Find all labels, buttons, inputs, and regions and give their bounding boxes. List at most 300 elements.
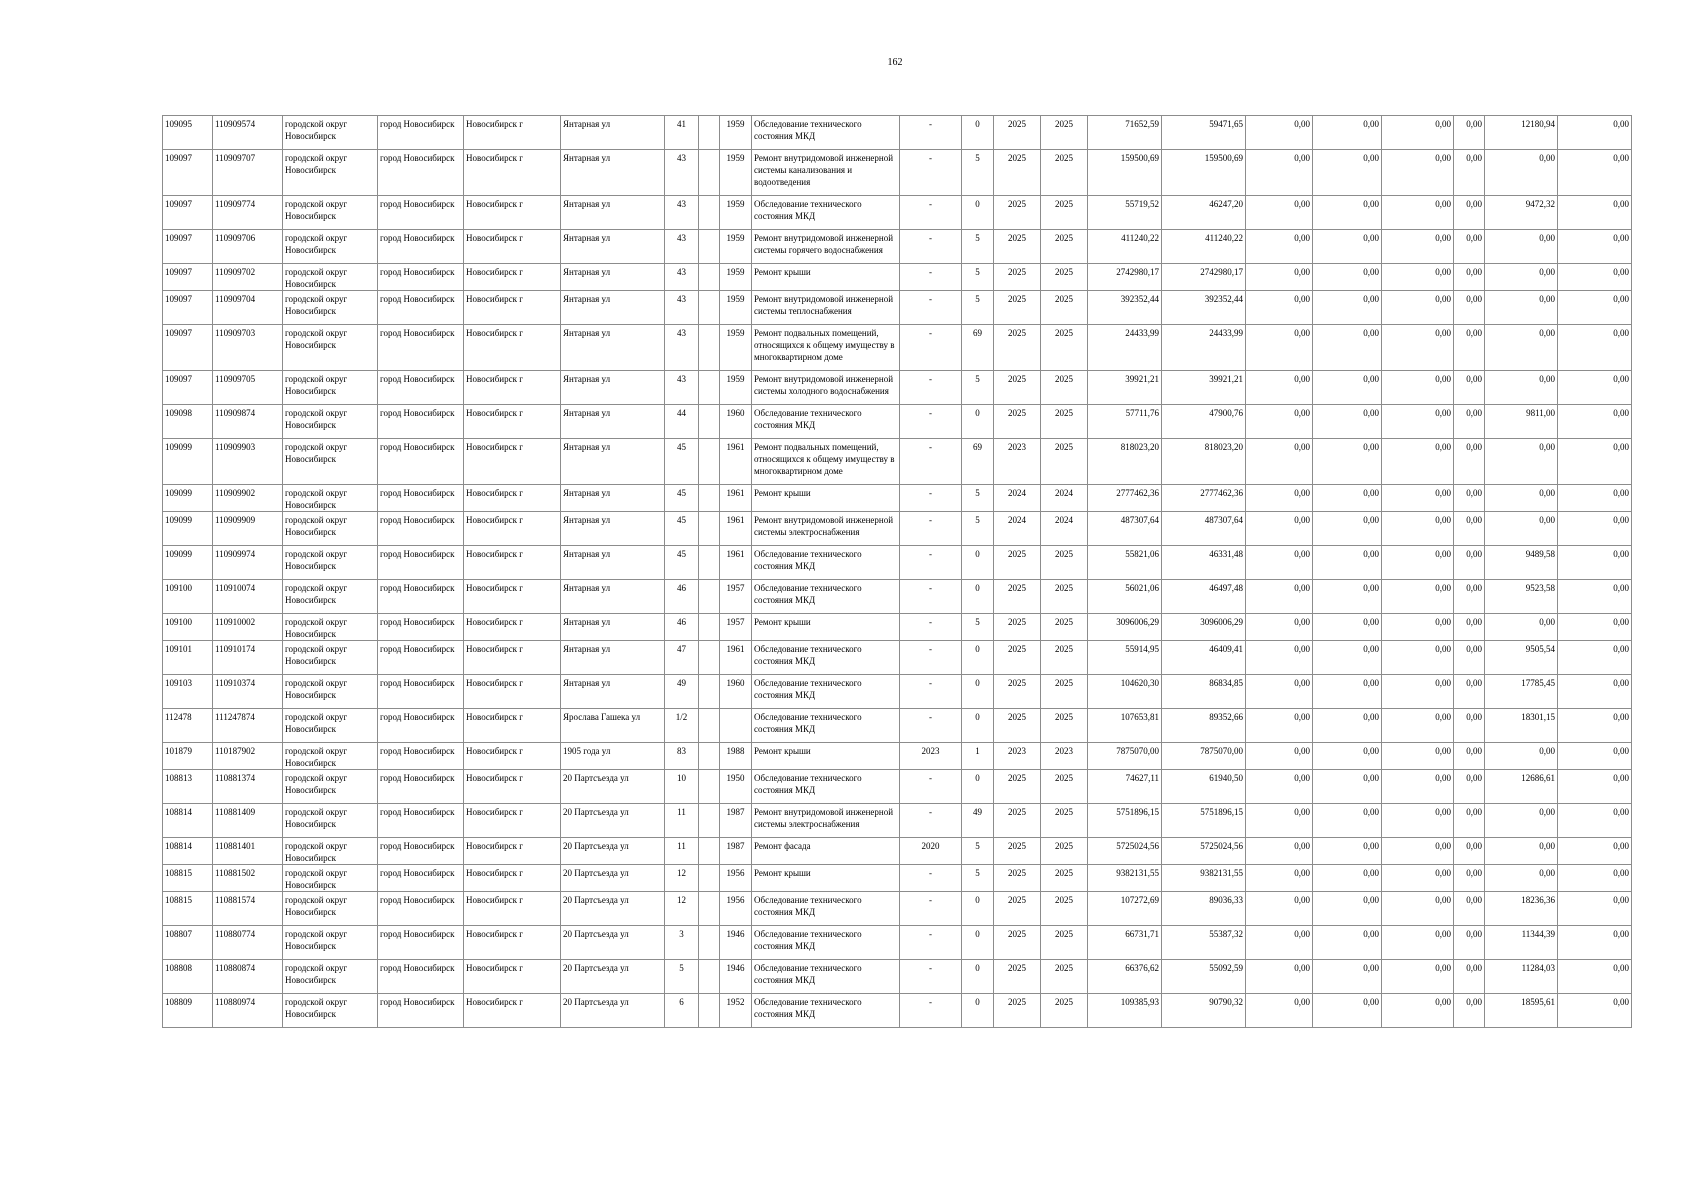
owner-funds-cell: 9523,58 [1485, 580, 1558, 614]
district-cell: городской округ Новосибирск [283, 325, 378, 371]
work-code-cell: 110909704 [213, 291, 283, 325]
previous-repair-cell: - [900, 264, 962, 291]
other-funds-cell: 0,00 [1558, 405, 1632, 439]
house-cell: 11 [665, 838, 699, 865]
fund-cost-cell: 89352,66 [1162, 709, 1246, 743]
year-built-cell: 1987 [720, 804, 752, 838]
previous-repair-cell: - [900, 116, 962, 150]
previous-repair-cell: - [900, 485, 962, 512]
building-cell [699, 485, 720, 512]
settlement-cell: Новосибирск г [464, 994, 561, 1028]
total-cost-cell: 104620,30 [1088, 675, 1162, 709]
work-code-cell: 110910074 [213, 580, 283, 614]
budget-cell-4: 0,00 [1454, 371, 1485, 405]
building-cell [699, 926, 720, 960]
budget-cell-3: 0,00 [1382, 709, 1454, 743]
district-cell: городской округ Новосибирск [283, 580, 378, 614]
plan-start-cell: 2024 [994, 512, 1041, 546]
settlement-cell: Новосибирск г [464, 770, 561, 804]
service-life-cell: 5 [962, 485, 994, 512]
owner-funds-cell: 17785,45 [1485, 675, 1558, 709]
budget-cell-1: 0,00 [1246, 439, 1313, 485]
table-row [163, 291, 1632, 325]
house-cell: 43 [665, 264, 699, 291]
year-built-cell: 1987 [720, 838, 752, 865]
year-built-cell: 1961 [720, 439, 752, 485]
owner-funds-cell: 9489,58 [1485, 546, 1558, 580]
fund-cost-cell: 2777462,36 [1162, 485, 1246, 512]
object-id-cell: 108813 [163, 770, 213, 804]
other-funds-cell: 0,00 [1558, 580, 1632, 614]
year-built-cell: 1961 [720, 512, 752, 546]
plan-end-cell: 2025 [1041, 865, 1088, 892]
fund-cost-cell: 59471,65 [1162, 116, 1246, 150]
budget-cell-3: 0,00 [1382, 804, 1454, 838]
city-cell: город Новосибирск [378, 641, 464, 675]
budget-cell-4: 0,00 [1454, 865, 1485, 892]
table-row [163, 614, 1632, 641]
plan-end-cell: 2025 [1041, 641, 1088, 675]
settlement-cell: Новосибирск г [464, 804, 561, 838]
previous-repair-cell: - [900, 865, 962, 892]
building-cell [699, 291, 720, 325]
street-cell: Янтарная ул [561, 485, 665, 512]
budget-cell-2: 0,00 [1313, 994, 1382, 1028]
object-id-cell: 109101 [163, 641, 213, 675]
budget-cell-2: 0,00 [1313, 325, 1382, 371]
table-row [163, 264, 1632, 291]
building-cell [699, 116, 720, 150]
table-row [163, 580, 1632, 614]
budget-cell-3: 0,00 [1382, 994, 1454, 1028]
owner-funds-cell: 0,00 [1485, 743, 1558, 770]
fund-cost-cell: 46409,41 [1162, 641, 1246, 675]
plan-end-cell: 2025 [1041, 838, 1088, 865]
district-cell: городской округ Новосибирск [283, 485, 378, 512]
other-funds-cell: 0,00 [1558, 150, 1632, 196]
previous-repair-cell: - [900, 675, 962, 709]
street-cell: Янтарная ул [561, 512, 665, 546]
other-funds-cell: 0,00 [1558, 804, 1632, 838]
budget-cell-2: 0,00 [1313, 743, 1382, 770]
city-cell: город Новосибирск [378, 371, 464, 405]
settlement-cell: Новосибирск г [464, 641, 561, 675]
service-life-cell: 5 [962, 512, 994, 546]
street-cell: Янтарная ул [561, 546, 665, 580]
table-row [163, 546, 1632, 580]
budget-cell-3: 0,00 [1382, 196, 1454, 230]
object-id-cell: 109100 [163, 580, 213, 614]
other-funds-cell: 0,00 [1558, 675, 1632, 709]
work-type-cell: Ремонт внутридомовой инженерной системы горячего водоснабжения [752, 230, 900, 264]
work-code-cell: 110909707 [213, 150, 283, 196]
city-cell: город Новосибирск [378, 485, 464, 512]
total-cost-cell: 66376,62 [1088, 960, 1162, 994]
street-cell: Янтарная ул [561, 371, 665, 405]
other-funds-cell: 0,00 [1558, 485, 1632, 512]
city-cell: город Новосибирск [378, 291, 464, 325]
city-cell: город Новосибирск [378, 614, 464, 641]
owner-funds-cell: 0,00 [1485, 485, 1558, 512]
budget-cell-2: 0,00 [1313, 892, 1382, 926]
district-cell: городской округ Новосибирск [283, 865, 378, 892]
city-cell: город Новосибирск [378, 116, 464, 150]
building-cell [699, 614, 720, 641]
budget-cell-4: 0,00 [1454, 838, 1485, 865]
city-cell: город Новосибирск [378, 546, 464, 580]
plan-start-cell: 2025 [994, 230, 1041, 264]
building-cell [699, 325, 720, 371]
total-cost-cell: 818023,20 [1088, 439, 1162, 485]
table-row [163, 865, 1632, 892]
object-id-cell: 108807 [163, 926, 213, 960]
budget-cell-1: 0,00 [1246, 291, 1313, 325]
budget-cell-3: 0,00 [1382, 150, 1454, 196]
plan-end-cell: 2024 [1041, 512, 1088, 546]
total-cost-cell: 57711,76 [1088, 405, 1162, 439]
owner-funds-cell: 18236,36 [1485, 892, 1558, 926]
house-cell: 83 [665, 743, 699, 770]
plan-end-cell: 2025 [1041, 580, 1088, 614]
plan-start-cell: 2025 [994, 196, 1041, 230]
budget-cell-4: 0,00 [1454, 291, 1485, 325]
house-cell: 3 [665, 926, 699, 960]
budget-cell-3: 0,00 [1382, 892, 1454, 926]
street-cell: Янтарная ул [561, 230, 665, 264]
service-life-cell: 0 [962, 994, 994, 1028]
plan-start-cell: 2025 [994, 150, 1041, 196]
budget-cell-1: 0,00 [1246, 641, 1313, 675]
plan-end-cell: 2025 [1041, 439, 1088, 485]
previous-repair-cell: - [900, 804, 962, 838]
house-cell: 12 [665, 865, 699, 892]
district-cell: городской округ Новосибирск [283, 960, 378, 994]
other-funds-cell: 0,00 [1558, 641, 1632, 675]
work-type-cell: Обследование технического состояния МКД [752, 641, 900, 675]
fund-cost-cell: 90790,32 [1162, 994, 1246, 1028]
table-row [163, 743, 1632, 770]
owner-funds-cell: 0,00 [1485, 865, 1558, 892]
building-cell [699, 546, 720, 580]
other-funds-cell: 0,00 [1558, 892, 1632, 926]
work-type-cell: Обследование технического состояния МКД [752, 405, 900, 439]
plan-start-cell: 2025 [994, 614, 1041, 641]
year-built-cell: 1961 [720, 485, 752, 512]
building-cell [699, 512, 720, 546]
service-life-cell: 0 [962, 641, 994, 675]
previous-repair-cell: - [900, 371, 962, 405]
district-cell: городской округ Новосибирск [283, 926, 378, 960]
settlement-cell: Новосибирск г [464, 230, 561, 264]
building-cell [699, 838, 720, 865]
previous-repair-cell: - [900, 994, 962, 1028]
city-cell: город Новосибирск [378, 150, 464, 196]
work-type-cell: Ремонт фасада [752, 838, 900, 865]
house-cell: 47 [665, 641, 699, 675]
budget-cell-1: 0,00 [1246, 116, 1313, 150]
work-code-cell: 110881374 [213, 770, 283, 804]
table-row [163, 804, 1632, 838]
fund-cost-cell: 39921,21 [1162, 371, 1246, 405]
settlement-cell: Новосибирск г [464, 865, 561, 892]
service-life-cell: 5 [962, 371, 994, 405]
object-id-cell: 109097 [163, 230, 213, 264]
plan-end-cell: 2025 [1041, 614, 1088, 641]
house-cell: 45 [665, 512, 699, 546]
city-cell: город Новосибирск [378, 230, 464, 264]
fund-cost-cell: 47900,76 [1162, 405, 1246, 439]
plan-start-cell: 2025 [994, 405, 1041, 439]
work-code-cell: 110909706 [213, 230, 283, 264]
house-cell: 6 [665, 994, 699, 1028]
fund-cost-cell: 411240,22 [1162, 230, 1246, 264]
total-cost-cell: 66731,71 [1088, 926, 1162, 960]
total-cost-cell: 56021,06 [1088, 580, 1162, 614]
building-cell [699, 743, 720, 770]
other-funds-cell: 0,00 [1558, 196, 1632, 230]
plan-start-cell: 2025 [994, 675, 1041, 709]
house-cell: 43 [665, 371, 699, 405]
budget-cell-1: 0,00 [1246, 485, 1313, 512]
house-cell: 49 [665, 675, 699, 709]
building-cell [699, 994, 720, 1028]
work-type-cell: Ремонт внутридомовой инженерной системы электроснабжения [752, 512, 900, 546]
budget-cell-3: 0,00 [1382, 546, 1454, 580]
budget-cell-3: 0,00 [1382, 512, 1454, 546]
total-cost-cell: 159500,69 [1088, 150, 1162, 196]
budget-cell-2: 0,00 [1313, 150, 1382, 196]
work-type-cell: Обследование технического состояния МКД [752, 892, 900, 926]
other-funds-cell: 0,00 [1558, 770, 1632, 804]
work-code-cell: 111247874 [213, 709, 283, 743]
house-cell: 46 [665, 580, 699, 614]
previous-repair-cell: - [900, 709, 962, 743]
previous-repair-cell: - [900, 770, 962, 804]
work-code-cell: 110909703 [213, 325, 283, 371]
total-cost-cell: 107272,69 [1088, 892, 1162, 926]
budget-cell-2: 0,00 [1313, 926, 1382, 960]
capital-repair-table [162, 115, 1632, 1028]
house-cell: 45 [665, 485, 699, 512]
work-code-cell: 110881401 [213, 838, 283, 865]
service-life-cell: 0 [962, 546, 994, 580]
district-cell: городской округ Новосибирск [283, 804, 378, 838]
object-id-cell: 109095 [163, 116, 213, 150]
plan-end-cell: 2025 [1041, 150, 1088, 196]
district-cell: городской округ Новосибирск [283, 614, 378, 641]
service-life-cell: 5 [962, 865, 994, 892]
budget-cell-4: 0,00 [1454, 439, 1485, 485]
object-id-cell: 109097 [163, 196, 213, 230]
budget-cell-4: 0,00 [1454, 675, 1485, 709]
total-cost-cell: 2742980,17 [1088, 264, 1162, 291]
street-cell: Янтарная ул [561, 675, 665, 709]
budget-cell-3: 0,00 [1382, 580, 1454, 614]
plan-start-cell: 2025 [994, 838, 1041, 865]
street-cell: 20 Партсъезда ул [561, 926, 665, 960]
budget-cell-2: 0,00 [1313, 709, 1382, 743]
work-type-cell: Обследование технического состояния МКД [752, 196, 900, 230]
building-cell [699, 804, 720, 838]
service-life-cell: 0 [962, 960, 994, 994]
previous-repair-cell: - [900, 439, 962, 485]
building-cell [699, 264, 720, 291]
building-cell [699, 892, 720, 926]
city-cell: город Новосибирск [378, 580, 464, 614]
work-code-cell: 110909902 [213, 485, 283, 512]
budget-cell-4: 0,00 [1454, 230, 1485, 264]
total-cost-cell: 392352,44 [1088, 291, 1162, 325]
total-cost-cell: 71652,59 [1088, 116, 1162, 150]
fund-cost-cell: 5725024,56 [1162, 838, 1246, 865]
work-type-cell: Обследование технического состояния МКД [752, 770, 900, 804]
service-life-cell: 0 [962, 770, 994, 804]
plan-start-cell: 2024 [994, 485, 1041, 512]
house-cell: 12 [665, 892, 699, 926]
other-funds-cell: 0,00 [1558, 371, 1632, 405]
district-cell: городской округ Новосибирск [283, 291, 378, 325]
object-id-cell: 108808 [163, 960, 213, 994]
settlement-cell: Новосибирск г [464, 709, 561, 743]
work-type-cell: Обследование технического состояния МКД [752, 960, 900, 994]
work-code-cell: 110910174 [213, 641, 283, 675]
building-cell [699, 439, 720, 485]
service-life-cell: 0 [962, 196, 994, 230]
budget-cell-2: 0,00 [1313, 546, 1382, 580]
budget-cell-3: 0,00 [1382, 926, 1454, 960]
district-cell: городской округ Новосибирск [283, 230, 378, 264]
other-funds-cell: 0,00 [1558, 709, 1632, 743]
object-id-cell: 109098 [163, 405, 213, 439]
owner-funds-cell: 0,00 [1485, 230, 1558, 264]
table-row [163, 770, 1632, 804]
other-funds-cell: 0,00 [1558, 614, 1632, 641]
other-funds-cell: 0,00 [1558, 325, 1632, 371]
work-type-cell: Ремонт крыши [752, 865, 900, 892]
settlement-cell: Новосибирск г [464, 485, 561, 512]
total-cost-cell: 9382131,55 [1088, 865, 1162, 892]
city-cell: город Новосибирск [378, 838, 464, 865]
plan-start-cell: 2025 [994, 116, 1041, 150]
plan-end-cell: 2024 [1041, 485, 1088, 512]
work-type-cell: Обследование технического состояния МКД [752, 926, 900, 960]
budget-cell-1: 0,00 [1246, 150, 1313, 196]
budget-cell-4: 0,00 [1454, 325, 1485, 371]
owner-funds-cell: 12686,61 [1485, 770, 1558, 804]
fund-cost-cell: 159500,69 [1162, 150, 1246, 196]
city-cell: город Новосибирск [378, 770, 464, 804]
building-cell [699, 865, 720, 892]
settlement-cell: Новосибирск г [464, 264, 561, 291]
fund-cost-cell: 89036,33 [1162, 892, 1246, 926]
street-cell: 20 Партсъезда ул [561, 994, 665, 1028]
owner-funds-cell: 0,00 [1485, 264, 1558, 291]
city-cell: город Новосибирск [378, 196, 464, 230]
settlement-cell: Новосибирск г [464, 291, 561, 325]
budget-cell-4: 0,00 [1454, 405, 1485, 439]
work-type-cell: Ремонт внутридомовой инженерной системы холодного водоснабжения [752, 371, 900, 405]
owner-funds-cell: 0,00 [1485, 371, 1558, 405]
budget-cell-2: 0,00 [1313, 230, 1382, 264]
budget-cell-4: 0,00 [1454, 580, 1485, 614]
budget-cell-4: 0,00 [1454, 614, 1485, 641]
total-cost-cell: 3096006,29 [1088, 614, 1162, 641]
budget-cell-2: 0,00 [1313, 865, 1382, 892]
fund-cost-cell: 61940,50 [1162, 770, 1246, 804]
plan-end-cell: 2025 [1041, 546, 1088, 580]
total-cost-cell: 109385,93 [1088, 994, 1162, 1028]
work-type-cell: Обследование технического состояния МКД [752, 546, 900, 580]
fund-cost-cell: 86834,85 [1162, 675, 1246, 709]
previous-repair-cell: - [900, 512, 962, 546]
year-built-cell: 1960 [720, 675, 752, 709]
house-cell: 43 [665, 196, 699, 230]
budget-cell-1: 0,00 [1246, 865, 1313, 892]
work-type-cell: Ремонт крыши [752, 614, 900, 641]
plan-start-cell: 2025 [994, 804, 1041, 838]
budget-cell-2: 0,00 [1313, 770, 1382, 804]
plan-start-cell: 2025 [994, 865, 1041, 892]
street-cell: 1905 года ул [561, 743, 665, 770]
street-cell: 20 Партсъезда ул [561, 865, 665, 892]
owner-funds-cell: 9811,00 [1485, 405, 1558, 439]
work-code-cell: 110910002 [213, 614, 283, 641]
district-cell: городской округ Новосибирск [283, 838, 378, 865]
service-life-cell: 0 [962, 709, 994, 743]
plan-end-cell: 2025 [1041, 291, 1088, 325]
year-built-cell: 1988 [720, 743, 752, 770]
budget-cell-2: 0,00 [1313, 512, 1382, 546]
work-code-cell: 110880874 [213, 960, 283, 994]
previous-repair-cell: - [900, 960, 962, 994]
total-cost-cell: 55821,06 [1088, 546, 1162, 580]
budget-cell-3: 0,00 [1382, 291, 1454, 325]
budget-cell-1: 0,00 [1246, 926, 1313, 960]
other-funds-cell: 0,00 [1558, 926, 1632, 960]
object-id-cell: 112478 [163, 709, 213, 743]
work-type-cell: Ремонт крыши [752, 485, 900, 512]
city-cell: город Новосибирск [378, 325, 464, 371]
house-cell: 46 [665, 614, 699, 641]
budget-cell-2: 0,00 [1313, 804, 1382, 838]
house-cell: 43 [665, 150, 699, 196]
work-type-cell: Ремонт внутридомовой инженерной системы теплоснабжения [752, 291, 900, 325]
budget-cell-4: 0,00 [1454, 926, 1485, 960]
building-cell [699, 675, 720, 709]
year-built-cell: 1961 [720, 641, 752, 675]
budget-cell-4: 0,00 [1454, 743, 1485, 770]
plan-end-cell: 2025 [1041, 371, 1088, 405]
previous-repair-cell: - [900, 614, 962, 641]
total-cost-cell: 55914,95 [1088, 641, 1162, 675]
district-cell: городской округ Новосибирск [283, 150, 378, 196]
settlement-cell: Новосибирск г [464, 743, 561, 770]
object-id-cell: 109097 [163, 325, 213, 371]
year-built-cell: 1946 [720, 926, 752, 960]
other-funds-cell: 0,00 [1558, 512, 1632, 546]
table-row [163, 439, 1632, 485]
previous-repair-cell: - [900, 546, 962, 580]
building-cell [699, 405, 720, 439]
budget-cell-3: 0,00 [1382, 371, 1454, 405]
previous-repair-cell: - [900, 926, 962, 960]
budget-cell-1: 0,00 [1246, 614, 1313, 641]
work-code-cell: 110881409 [213, 804, 283, 838]
fund-cost-cell: 3096006,29 [1162, 614, 1246, 641]
budget-cell-1: 0,00 [1246, 512, 1313, 546]
budget-cell-2: 0,00 [1313, 838, 1382, 865]
budget-cell-3: 0,00 [1382, 405, 1454, 439]
